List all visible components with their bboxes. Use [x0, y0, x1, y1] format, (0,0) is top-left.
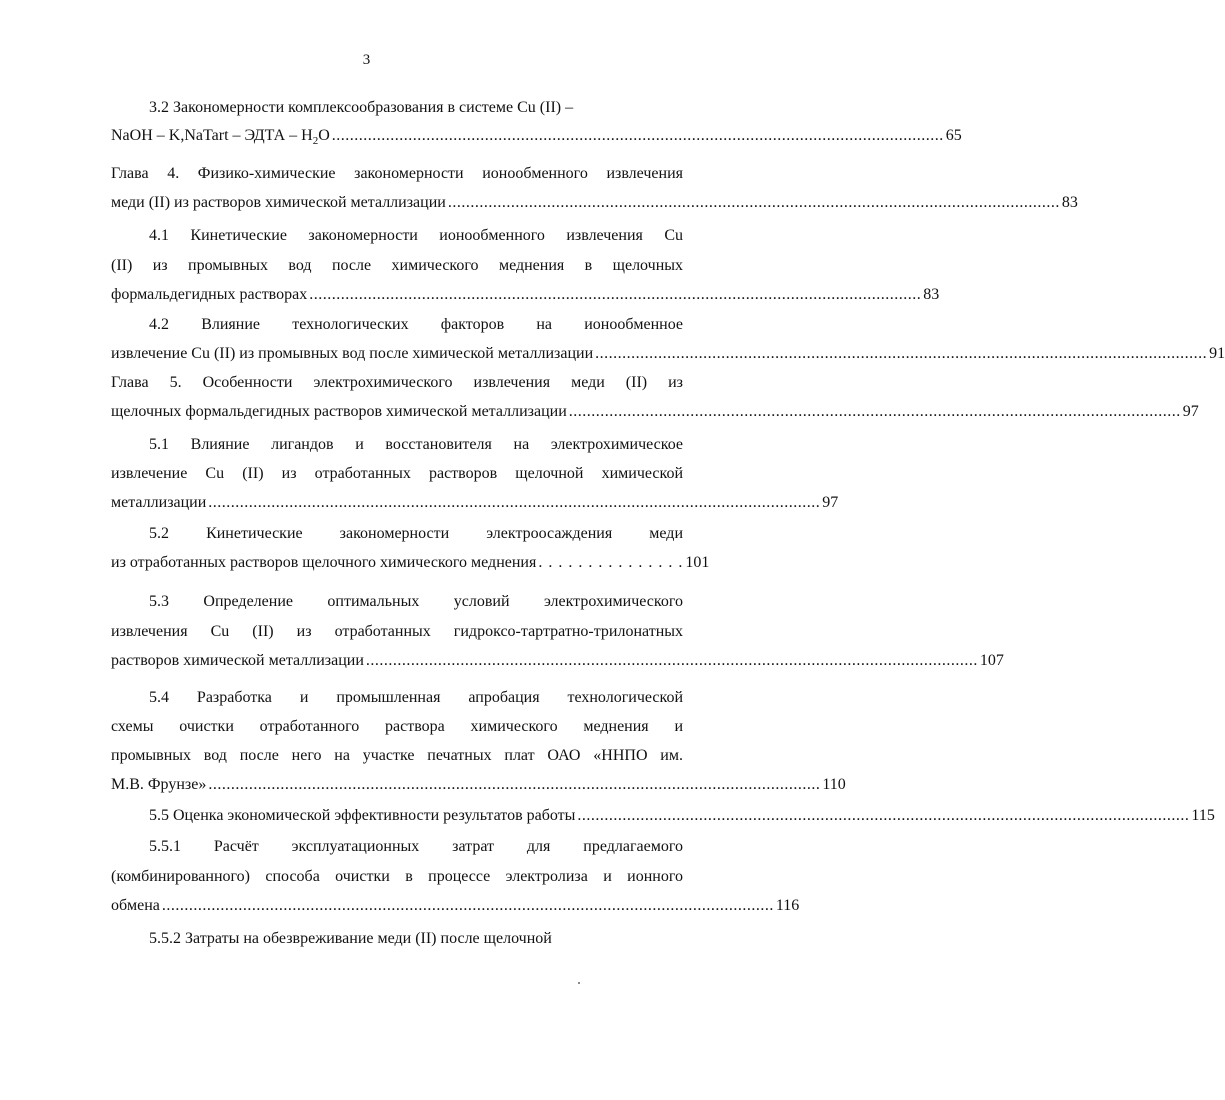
toc-entry-5-3-text: растворов химической металлизации [111, 652, 364, 669]
toc-entry-5-5-text: 5.5 Оценка экономической эффективности результатов работы [149, 807, 576, 824]
toc-entry-5-5-1-text: обмена [111, 897, 160, 914]
toc-entry-4-2-page: 91 [1209, 345, 1225, 362]
toc-entry-5-3-line1: 5.3 Определение оптимальных условий электрохимического [149, 593, 683, 610]
toc-entry-5-5-1-line3 [111, 896, 800, 916]
dot-leader: ........................................................................................................................................ [331, 127, 944, 144]
dot-leader: ........................................................................................................................................ [161, 897, 774, 914]
toc-entry-5-1-text: металлизации [111, 494, 207, 511]
toc-entry-5-1-page: 97 [822, 494, 839, 511]
toc-chapter-4-line1: Глава 4. Физико-химические закономерности ионообменного извлечения [111, 165, 683, 182]
toc-chapter-5-page: 97 [1182, 403, 1199, 420]
toc-entry-5-5-1-line2: (комбинированного) способа очистки в процессе электролиза и ионного [111, 868, 683, 885]
toc-entry-5-4-line4 [111, 775, 846, 795]
toc-entry-4-2-text: извлечение Cu (II) из промывных вод после химической металлизации [111, 345, 594, 362]
toc-entry-4-1-line1: 4.1 Кинетические закономерности ионообменного извлечения Cu [149, 227, 683, 244]
toc-entry-4-2-line1: 4.2 Влияние технологических факторов на ионообменное [149, 316, 683, 333]
dot-leader: ........................................................................................................................................ [568, 403, 1181, 420]
toc-entry-5-5-1-page: 116 [775, 897, 800, 914]
toc-chapter-4-page: 83 [1061, 194, 1078, 211]
dot-leader: ........................................................................................................................................ [208, 494, 821, 511]
toc-entry-5-4-line1: 5.4 Разработка и промышленная апробация технологической [149, 689, 683, 706]
toc-entry-5-1-line3 [111, 493, 839, 513]
toc-entry-4-1-line3 [111, 285, 940, 305]
dot-leader: . . . . . . . . . . . . . . . [538, 554, 684, 571]
toc-entry-4-1-text: формальдегидных растворах [111, 286, 308, 303]
scan-speck [578, 982, 580, 984]
toc-chapter-4-text: меди (II) из растворов химической металлизации [111, 194, 446, 211]
toc-entry-3-2-formula-sub: 2 [312, 135, 319, 148]
toc-entry-5-1-line1: 5.1 Влияние лигандов и восстановителя на электрохимическое [149, 436, 683, 453]
toc-entry-5-2-text: из отработанных растворов щелочного химического меднения [111, 554, 537, 571]
toc-entry-5-4-text: М.В. Фрунзе» [111, 776, 207, 793]
toc-entry-5-3-line3 [111, 651, 1004, 671]
toc-entry-5-5-page: 115 [1191, 807, 1215, 824]
toc-entry-5-2-page: 101 [685, 554, 710, 571]
toc-entry-5-2-line1: 5.2 Кинетические закономерности электроосаждения меди [149, 525, 683, 542]
dot-leader: ........................................................................................................................................ [595, 345, 1208, 362]
toc-entry-5-4-line2: схемы очистки отработанного раствора химического меднения и [111, 718, 683, 735]
toc-entry-5-4-line3: промывных вод после него на участке печатных плат ОАО «ННПО им. [111, 747, 683, 764]
toc-entry-5-4-page: 110 [822, 776, 846, 793]
toc-entry-5-5-1-line1: 5.5.1 Расчёт эксплуатационных затрат для предлагаемого [149, 838, 683, 855]
dot-leader: ........................................................................................................................................ [208, 776, 821, 793]
toc-entry-5-5-2-line1: 5.5.2 Затраты на обезвреживание меди (II) после щелочной [149, 930, 552, 947]
dot-leader: ........................................................................................................................................ [365, 652, 978, 669]
toc-entry-3-2-line2 [111, 126, 962, 148]
toc-entry-5-2-line2 [111, 553, 710, 573]
toc-entry-3-2-formula-post: O [318, 127, 330, 144]
toc-entry-5-3-line2: извлечения Cu (II) из отработанных гидроксо-тартратно-трилонатных [111, 623, 683, 640]
dot-leader: ........................................................................................................................................ [577, 807, 1190, 824]
toc-chapter-5-line1: Глава 5. Особенности электрохимического извлечения меди (II) из [111, 374, 683, 391]
toc-entry-4-1-page: 83 [923, 286, 940, 303]
toc-chapter-5-line2 [111, 402, 1199, 422]
toc-entry-5-1-line2: извлечение Cu (II) из отработанных растворов щелочной химической [111, 465, 683, 482]
toc-entry-3-2-line1: 3.2 Закономерности комплексообразования в системе Cu (II) – [149, 99, 574, 116]
toc-entry-4-1-line2: (II) из промывных вод после химического меднения в щелочных [111, 257, 683, 274]
dot-leader: ........................................................................................................................................ [447, 194, 1060, 211]
toc-entry-5-5-line1 [149, 806, 1215, 826]
dot-leader: ........................................................................................................................................ [309, 286, 922, 303]
toc-entry-4-2-line2 [111, 344, 1225, 364]
toc-entry-3-2-formula-pre: NaOH – K,NaTart – ЭДТА – H [111, 127, 313, 144]
toc-chapter-4-line2 [111, 193, 1078, 213]
page-number: 3 [362, 52, 371, 68]
toc-chapter-5-text: щелочных формальдегидных растворов химической металлизации [111, 403, 567, 420]
toc-entry-5-3-page: 107 [979, 652, 1004, 669]
toc-entry-3-2-page: 65 [945, 127, 962, 144]
